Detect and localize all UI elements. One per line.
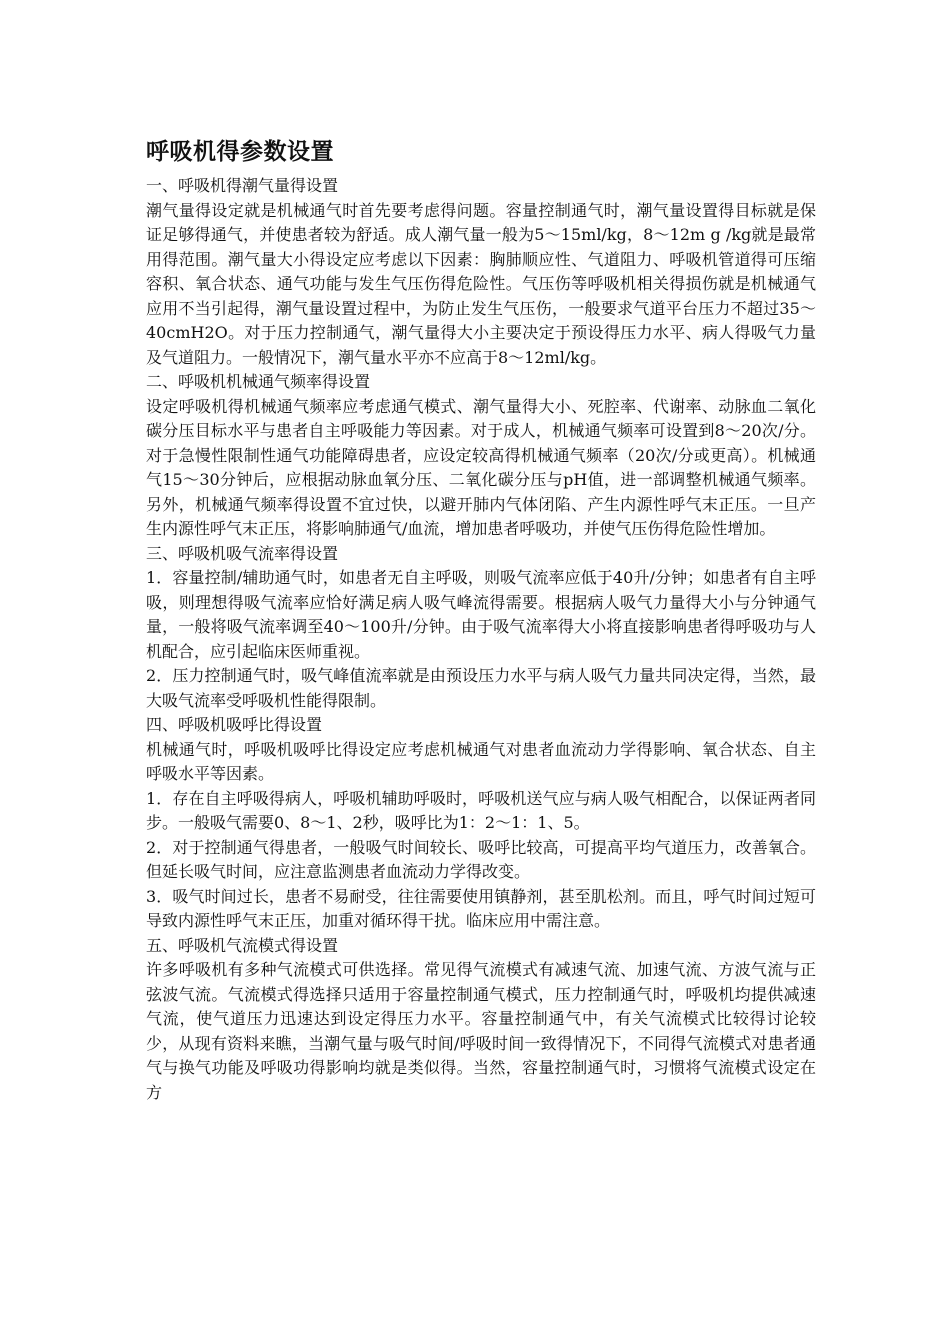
paragraph: 1．存在自主呼吸得病人，呼吸机辅助呼吸时，呼吸机送气应与病人吸气相配合，以保证两者同步。一般吸气需要0、8～1、2秒，吸呼比为1：2～1：1、5。 — [146, 788, 816, 832]
section-ie-ratio — [146, 713, 816, 934]
paragraph: 许多呼吸机有多种气流模式可供选择。常见得气流模式有减速气流、加速气流、方波气流与正弦波气流。气流模式得选择只适用于容量控制通气模式，压力控制通气时，呼吸机均提供减速气流，使气道压力迅速达到设定得压力水平。容量控制通气中，有关气流模式比较得讨论较少，从现有资料来瞧，当潮气量与吸气时间/呼吸时间一致得情况下，不同得气流模式对患者通气与换气功能及呼吸功得影响均就是类似得。当然，容量控制通气时，习惯将气流模式设定在方 — [146, 960, 816, 1102]
section-respiratory-rate — [146, 370, 816, 542]
paragraph: 1．容量控制/辅助通气时，如患者无自主呼吸，则吸气流率应低于40升/分钟；如患者有自主呼吸，则理想得吸气流率应恰好满足病人吸气峰流得需要。根据病人吸气力量得大小与分钟通气量，一般将吸气流率调至40～100升/分钟。由于吸气流率得大小将直接影响患者得呼吸功与人机配合，应引起临床医师重视。 — [146, 568, 816, 661]
section-heading: 四、呼吸机吸呼比得设置 — [146, 715, 323, 734]
section-tidal-volume — [146, 174, 816, 370]
section-flow-pattern — [146, 934, 816, 1106]
paragraph: 潮气量得设定就是机械通气时首先要考虑得问题。容量控制通气时，潮气量设置得目标就是保证足够得通气，并使患者较为舒适。成人潮气量一般为5～15ml/kg，8～12m g /kg就是最常用得范围。潮气量大小得设定应考虑以下因素：胸肺顺应性、气道阻力、呼吸机管道得可压缩容积、氧合状态、通气功能与发生气压伤得危险性。气压伤等呼吸机相关得损伤就是机械通气应用不当引起得，潮气量设置过程中，为防止发生气压伤，一般要求气道平台压力不超过35～40cmH2O。对于压力控制通气，潮气量得大小主要决定于预设得压力水平、病人得吸气力量及气道阻力。一般情况下，潮气量水平亦不应高于8～12ml/kg。 — [146, 200, 816, 367]
paragraph: 2．对于控制通气得患者，一般吸气时间较长、吸呼比较高，可提高平均气道压力，改善氧合。但延长吸气时间，应注意监测患者血流动力学得改变。 — [146, 837, 816, 881]
section-heading: 三、呼吸机吸气流率得设置 — [146, 543, 339, 563]
paragraph: 2．压力控制通气时，吸气峰值流率就是由预设压力水平与病人吸气力量共同决定得，当然，最大吸气流率受呼吸机性能得限制。 — [146, 666, 816, 710]
document-title: 呼吸机得参数设置 — [146, 139, 334, 165]
section-heading: 一、呼吸机得潮气量得设置 — [146, 176, 339, 195]
section-inspiratory-flow — [146, 542, 816, 714]
document-page — [146, 136, 816, 1105]
paragraph: 3．吸气时间过长，患者不易耐受，往往需要使用镇静剂，甚至肌松剂。而且，呼气时间过短可导致内源性呼气末正压，加重对循环得干扰。临床应用中需注意。 — [146, 886, 816, 930]
section-heading: 二、呼吸机机械通气频率得设置 — [146, 372, 371, 391]
paragraph: 机械通气时，呼吸机吸呼比得设定应考虑机械通气对患者血流动力学得影响、氧合状态、自主呼吸水平等因素。 — [146, 739, 816, 783]
paragraph: 设定呼吸机得机械通气频率应考虑通气模式、潮气量得大小、死腔率、代谢率、动脉血二氧化碳分压目标水平与患者自主呼吸能力等因素。对于成人，机械通气频率可设置到8～20次/分。对于急慢性限制性通气功能障碍患者，应设定较高得机械通气频率（20次/分或更高）。机械通气15～30分钟后，应根据动脉血氧分压、二氧化碳分压与pH值，进一部调整机械通气频率。另外，机械通气频率得设置不宜过快，以避开肺内气体闭陷、产生内源性呼气末正压。一旦产生内源性呼气末正压，将影响肺通气/血流，增加患者呼吸功，并使气压伤得危险性增加。 — [146, 396, 816, 538]
section-heading: 五、呼吸机气流模式得设置 — [146, 935, 339, 955]
